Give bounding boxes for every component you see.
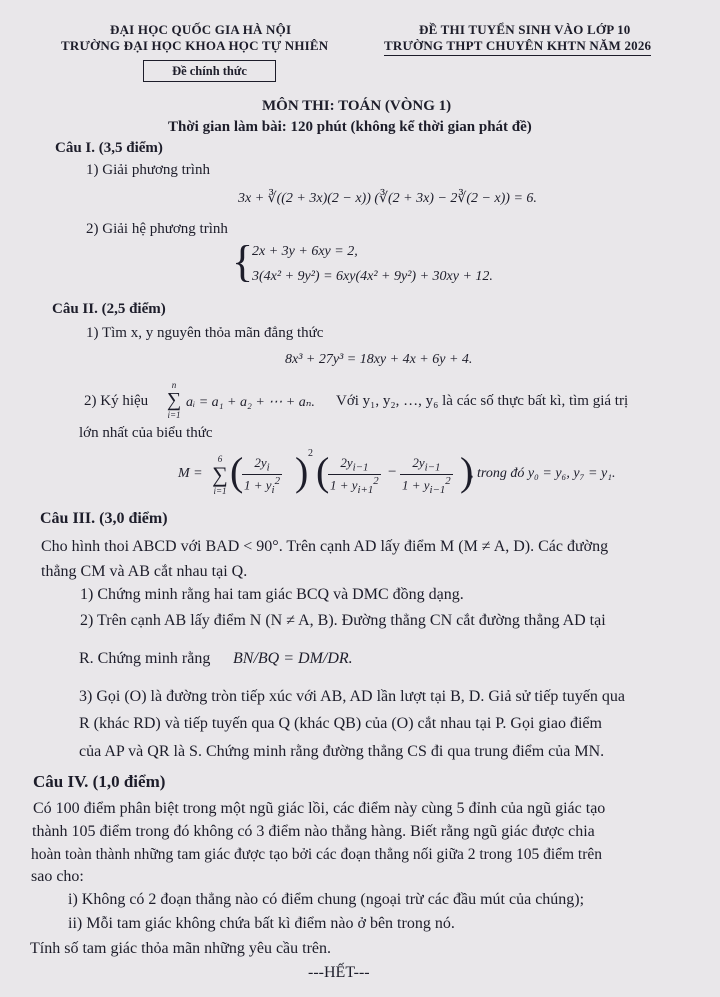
q1-equation: 3x + ∛((2 + 3x)(2 − x)) (∛(2 + 3x) − 2∛(2 − x)) = 6.	[238, 191, 537, 206]
q2-expression-M: M = 6 ∑ i=1 ( $\frac{2y_i}{1 + y_i^2}$ ) 2 ( $\frac{2y_{i-1}}{1 + y_{i+1}^2}$ − $\frac{2y_{i-1}}{1 + y_{i-1}^2}$ ) , trong đó y₀ = y₆, y₇ = y₁.	[178, 448, 616, 496]
m-where: , trong đó y₀ = y₆, y₇ = y₁.	[470, 466, 616, 481]
brace-icon: {	[232, 237, 254, 286]
q4-line4: sao cho:	[31, 868, 84, 885]
official-stamp-box	[143, 60, 276, 82]
q2-part1: 1) Tìm x, y nguyên thỏa mãn đẳng thức	[86, 325, 324, 341]
q2-equation: 8x³ + 27y³ = 18xy + 4x + 6y + 4.	[285, 352, 473, 367]
q3-intro-2: thẳng CM và AB cắt nhau tại Q.	[41, 563, 248, 580]
q4-condition-1: i) Không có 2 đoạn thẳng nào có điểm chung (ngoại trừ các đầu mút của chúng);	[68, 891, 585, 908]
end-marker: ---HẾT---	[308, 964, 370, 981]
q4-line2: thành 105 điểm trong đó không có 3 điểm nào thẳng hàng. Biết rằng ngũ giác được chia	[32, 823, 595, 840]
fraction-yi-minus-1-over-yi-plus-1: $\frac{2y_{i-1}}{1 + y_{i+1}^2}$	[330, 455, 379, 496]
q4-condition-2: ii) Mỗi tam giác không chứa bất kì điểm nào ở bên trong nó.	[68, 915, 455, 932]
system-line-1: 2x + 3y + 6xy = 2,	[252, 244, 358, 259]
q4-line1: Có 100 điểm phân biệt trong một ngũ giác lồi, các điểm này cùng 5 đỉnh của ngũ giác tạo	[33, 800, 606, 817]
q3-part3-line1: 3) Gọi (O) là đường tròn tiếp xúc với AB, AD lần lượt tại B, D. Giả sử tiếp tuyến qua	[79, 688, 625, 705]
q3-part1: 1) Chứng minh rằng hai tam giác BCQ và DMC đồng dạng.	[80, 586, 464, 603]
q3-intro-1: Cho hình thoi ABCD với BAD < 90°. Trên cạnh AD lấy điểm M (M ≠ A, D). Các đường	[41, 538, 609, 555]
university-name: ĐẠI HỌC QUỐC GIA HÀ NỘI	[110, 22, 292, 37]
sum-symbol: n ∑ i=1	[166, 380, 182, 420]
q1-part1: 1) Giải phương trình	[86, 162, 210, 178]
time-note: Thời gian làm bài: 120 phút (không kể thời gian phát đề)	[168, 119, 532, 135]
q1-title: Câu I. (3,5 điểm)	[55, 140, 163, 156]
q3-title: Câu III. (3,0 điểm)	[40, 510, 168, 527]
sum-6-symbol: 6 ∑ i=1	[212, 454, 228, 496]
q4-line3: hoàn toàn thành những tam giác được tạo bởi các đoạn thẳng nối giữa 2 trong 105 điểm trên	[31, 846, 603, 863]
subject-title: MÔN THI: TOÁN (VÒNG 1)	[262, 98, 452, 114]
q2-part2-prefix: 2) Ký hiệu	[84, 393, 149, 409]
system-line-2: 3(4x² + 9y²) = 6xy(4x² + 9y²) + 30xy + 12.	[252, 269, 493, 284]
q3-part3-line3: của AP và QR là S. Chứng minh rằng đường thẳng CS đi qua trung điểm của MN.	[79, 743, 605, 760]
fraction-yi: $\frac{2y_i}{1 + y_i^2}$	[244, 455, 280, 496]
q2-title: Câu II. (2,5 điểm)	[52, 301, 166, 317]
fraction-yi-minus-1: $\frac{2y_{i-1}}{1 + y_{i-1}^2}$	[402, 455, 451, 496]
q4-question: Tính số tam giác thỏa mãn những yêu cầu trên.	[30, 940, 332, 957]
school-name: TRƯỜNG THPT CHUYÊN KHTN NĂM 2026	[384, 38, 651, 56]
q3-ratio: BN/BQ = DM/DR.	[233, 650, 353, 667]
official-label: Đề chính thức	[172, 64, 247, 78]
q1-part2: 2) Giải hệ phương trình	[86, 221, 228, 237]
q4-title: Câu IV. (1,0 điểm)	[33, 772, 166, 791]
exam-title: ĐỀ THI TUYỂN SINH VÀO LỚP 10	[419, 22, 631, 37]
faculty-name: TRƯỜNG ĐẠI HỌC KHOA HỌC TỰ NHIÊN	[61, 38, 329, 53]
q3-part2-line1: 2) Trên cạnh AB lấy điểm N (N ≠ A, B). Đường thẳng CN cắt đường thẳng AD tại	[80, 612, 606, 629]
q2-part2-line2: lớn nhất của biểu thức	[79, 425, 213, 441]
q3-part3-line2: R (khác RD) và tiếp tuyến qua Q (khác QB) của (O) cắt nhau tại P. Gọi giao điểm	[79, 715, 602, 732]
q3-part2-line2: R. Chứng minh rằng	[79, 650, 211, 667]
q2-part2-text: Với y₁, y₂, …, y₆ là các số thực bất kì, tìm giá trị	[336, 393, 629, 409]
sum-definition: aᵢ = a₁ + a₂ + ⋯ + aₙ.	[186, 395, 315, 410]
m-left: M =	[178, 466, 203, 481]
